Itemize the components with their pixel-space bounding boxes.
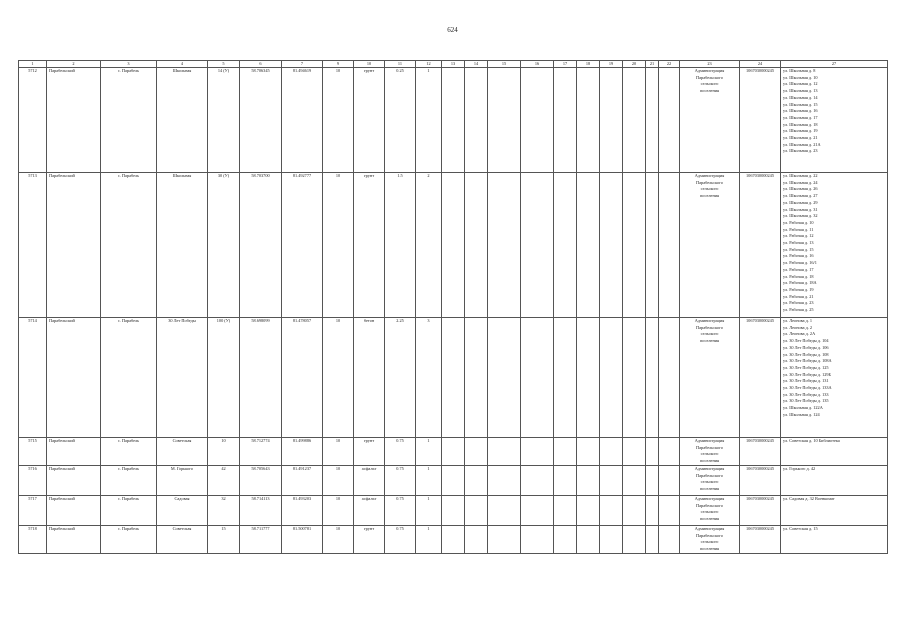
empty-cell bbox=[554, 465, 577, 495]
latitude-cell: 58.712774 bbox=[240, 438, 282, 466]
empty-cell bbox=[442, 465, 465, 495]
owner-line: Администрация bbox=[694, 438, 725, 443]
longitude-cell: 81.500781 bbox=[282, 525, 323, 553]
empty-cell bbox=[646, 68, 659, 173]
addresses-cell bbox=[781, 68, 888, 173]
district-cell: Парабельский bbox=[47, 465, 101, 495]
column-9-cell: 10 bbox=[323, 68, 354, 173]
empty-cell bbox=[488, 495, 521, 525]
address-line: ул. 30 Лет Победы д. 133 bbox=[783, 391, 829, 397]
empty-cell bbox=[623, 525, 646, 553]
addresses-cell bbox=[781, 525, 888, 553]
address-line: ул. Школьная д. 8 bbox=[783, 68, 816, 73]
address-line: ул. Рабочая д. 10 bbox=[783, 219, 814, 225]
address-line: ул. Рабочая д. 15 bbox=[783, 246, 814, 252]
address-line: ул. Рабочая д. 21 bbox=[783, 293, 814, 299]
empty-cell bbox=[600, 495, 623, 525]
address-line: ул. Школьная д. 21 bbox=[783, 135, 818, 141]
column-header: 14 bbox=[465, 61, 488, 68]
column-header: 23 bbox=[680, 61, 740, 68]
empty-cell bbox=[577, 318, 600, 438]
owner-line: поселения bbox=[699, 338, 720, 344]
empty-cell bbox=[488, 438, 521, 466]
column-number-row bbox=[19, 61, 888, 68]
empty-cell bbox=[577, 525, 600, 553]
address-line: ул. Школьная д. 21А bbox=[783, 141, 821, 147]
street-cell: Школьная bbox=[157, 68, 208, 173]
district-cell: Парабельский bbox=[47, 495, 101, 525]
address-line: ул. Школьная д. 27 bbox=[783, 193, 818, 199]
settlement-cell: с. Парабель bbox=[101, 173, 157, 318]
owner-line: поселения bbox=[699, 88, 720, 94]
column-9-cell: 10 bbox=[323, 318, 354, 438]
addresses-cell bbox=[781, 438, 888, 466]
address-line: ул. Рабочая д. 16/1 bbox=[783, 260, 817, 266]
column-header: 3 bbox=[101, 61, 157, 68]
district-cell: Парабельский bbox=[47, 68, 101, 173]
row-number-cell: 5716 bbox=[19, 465, 47, 495]
area-cell: 2.25 bbox=[385, 318, 416, 438]
empty-cell bbox=[646, 438, 659, 466]
owner-line: Парабельского bbox=[696, 444, 723, 450]
owner-line: сельского bbox=[700, 509, 719, 515]
surface-cell: бетон bbox=[354, 318, 385, 438]
addresses-cell bbox=[781, 173, 888, 318]
registry-table bbox=[18, 60, 888, 554]
address-line: ул. Леонова д. 2 bbox=[783, 324, 813, 330]
owner-cell bbox=[680, 525, 740, 553]
addresses-cell bbox=[781, 495, 888, 525]
address-line: ул. 30 Лет Победы д. 131 bbox=[783, 378, 829, 384]
address-line: ул. Рабочая д. 13 bbox=[783, 240, 814, 246]
address-line: ул. Школьная д. 22 bbox=[783, 173, 818, 178]
address-line: ул. Школьная д. 122А bbox=[783, 405, 823, 411]
address-line: ул. Рабочая д. 23 bbox=[783, 300, 814, 306]
owner-line: Администрация bbox=[694, 525, 725, 531]
empty-cell bbox=[577, 438, 600, 466]
column-header: 1 bbox=[19, 61, 47, 68]
longitude-cell: 81.492777 bbox=[282, 173, 323, 318]
owner-line: Парабельского bbox=[696, 472, 723, 478]
empty-cell bbox=[521, 465, 554, 495]
settlement-cell: с. Парабель bbox=[101, 68, 157, 173]
column-header: 15 bbox=[488, 61, 521, 68]
house-cell: 100 (У) bbox=[208, 318, 240, 438]
address-line: ул. Рабочая д. 18 bbox=[783, 273, 814, 279]
empty-cell bbox=[521, 495, 554, 525]
surface-cell: асфальт bbox=[354, 465, 385, 495]
empty-cell bbox=[554, 68, 577, 173]
address-line: ул. Рабочая д. 25 bbox=[783, 307, 814, 313]
column-header: 10 bbox=[354, 61, 385, 68]
empty-cell bbox=[465, 465, 488, 495]
column-header: 12 bbox=[416, 61, 442, 68]
address-line: ул. 30 Лет Победы д. 125 bbox=[783, 364, 829, 370]
address-line: ул. Советская д. 10 Библиотека bbox=[783, 438, 840, 443]
containers-cell: 1 bbox=[416, 525, 442, 553]
owner-line: Парабельского bbox=[696, 532, 723, 538]
district-cell: Парабельский bbox=[47, 525, 101, 553]
settlement-cell: с. Парабель bbox=[101, 465, 157, 495]
empty-cell bbox=[659, 438, 680, 466]
empty-cell bbox=[442, 68, 465, 173]
column-header: 24 bbox=[740, 61, 781, 68]
longitude-cell: 81.491237 bbox=[282, 465, 323, 495]
column-header: 21 bbox=[646, 61, 659, 68]
empty-cell bbox=[442, 318, 465, 438]
address-line: ул. Школьная д. 19 bbox=[783, 128, 818, 134]
containers-cell: 1 bbox=[416, 465, 442, 495]
empty-cell bbox=[465, 495, 488, 525]
empty-cell bbox=[577, 68, 600, 173]
column-header: 6 bbox=[240, 61, 282, 68]
settlement-cell: с. Парабель bbox=[101, 495, 157, 525]
address-line: ул. 30 Лет Победы д. 133А bbox=[783, 385, 832, 391]
owner-cell bbox=[680, 318, 740, 438]
address-line: ул. Школьная д. 124 bbox=[783, 411, 820, 417]
owner-line: поселения bbox=[699, 458, 720, 464]
address-line: ул. Школьная д. 15 bbox=[783, 101, 818, 107]
owner-line: сельского bbox=[700, 451, 719, 457]
address-line: ул. Советская д. 15 bbox=[783, 525, 818, 531]
latitude-cell: 58.714113 bbox=[240, 495, 282, 525]
table-row bbox=[19, 465, 888, 495]
table-row bbox=[19, 68, 888, 173]
area-cell: 0.25 bbox=[385, 68, 416, 173]
address-line: ул. Школьная д. 29 bbox=[783, 199, 818, 205]
owner-line: поселения bbox=[699, 515, 720, 521]
column-header: 11 bbox=[385, 61, 416, 68]
ogrn-cell: 1067030000245 bbox=[740, 68, 781, 173]
empty-cell bbox=[554, 318, 577, 438]
row-number-cell: 5713 bbox=[19, 173, 47, 318]
empty-cell bbox=[521, 318, 554, 438]
owner-line: сельского bbox=[700, 331, 719, 337]
empty-cell bbox=[600, 525, 623, 553]
column-header: 19 bbox=[600, 61, 623, 68]
address-line: ул. Рабочая д. 16 bbox=[783, 253, 814, 259]
addresses-cell bbox=[781, 318, 888, 438]
page-number: 624 bbox=[447, 26, 458, 34]
table-row bbox=[19, 173, 888, 318]
house-cell: 42 bbox=[208, 465, 240, 495]
column-header: 22 bbox=[659, 61, 680, 68]
ogrn-cell: 1067030000245 bbox=[740, 465, 781, 495]
address-line: ул. 30 Лет Победы д. 108 bbox=[783, 351, 829, 357]
column-header: 13 bbox=[442, 61, 465, 68]
empty-cell bbox=[659, 465, 680, 495]
empty-cell bbox=[600, 68, 623, 173]
addresses-cell bbox=[781, 465, 888, 495]
empty-cell bbox=[554, 495, 577, 525]
row-number-cell: 5715 bbox=[19, 438, 47, 466]
owner-line: Администрация bbox=[694, 68, 725, 73]
empty-cell bbox=[600, 438, 623, 466]
column-header: 16 bbox=[521, 61, 554, 68]
address-line: ул. Школьная д. 23 bbox=[783, 148, 818, 154]
row-number-cell: 5718 bbox=[19, 525, 47, 553]
street-cell: Советская bbox=[157, 525, 208, 553]
column-header: 5 bbox=[208, 61, 240, 68]
empty-cell bbox=[646, 495, 659, 525]
owner-cell bbox=[680, 438, 740, 466]
address-line: ул. 30 Лет Победы д. 104 bbox=[783, 338, 829, 344]
address-line: ул. Школьная д. 13 bbox=[783, 88, 818, 94]
area-cell: 0.75 bbox=[385, 438, 416, 466]
empty-cell bbox=[600, 465, 623, 495]
empty-cell bbox=[488, 173, 521, 318]
column-header: 4 bbox=[157, 61, 208, 68]
empty-cell bbox=[623, 465, 646, 495]
owner-line: Администрация bbox=[694, 495, 725, 501]
table-row bbox=[19, 318, 888, 438]
address-line: ул. Школьная д. 17 bbox=[783, 114, 818, 120]
address-line: ул. Школьная д. 32 bbox=[783, 213, 818, 219]
latitude-cell: 58.703700 bbox=[240, 173, 282, 318]
empty-cell bbox=[521, 438, 554, 466]
surface-cell: асфальт bbox=[354, 495, 385, 525]
owner-cell bbox=[680, 173, 740, 318]
empty-cell bbox=[577, 173, 600, 318]
column-header: 18 bbox=[577, 61, 600, 68]
empty-cell bbox=[442, 438, 465, 466]
owner-cell bbox=[680, 68, 740, 173]
surface-cell: грунт bbox=[354, 173, 385, 318]
address-line: ул. Школьная д. 18 bbox=[783, 121, 818, 127]
empty-cell bbox=[659, 495, 680, 525]
area-cell: 1.5 bbox=[385, 173, 416, 318]
owner-line: Администрация bbox=[694, 465, 725, 471]
column-header: 17 bbox=[554, 61, 577, 68]
address-line: ул. 30 Лет Победы д. 108А bbox=[783, 358, 832, 364]
table-row bbox=[19, 438, 888, 466]
column-header: 20 bbox=[623, 61, 646, 68]
empty-cell bbox=[465, 68, 488, 173]
owner-line: поселения bbox=[699, 193, 720, 199]
empty-cell bbox=[659, 173, 680, 318]
column-9-cell: 10 bbox=[323, 173, 354, 318]
column-header: 27 bbox=[781, 61, 888, 68]
empty-cell bbox=[646, 525, 659, 553]
row-number-cell: 5714 bbox=[19, 318, 47, 438]
column-9-cell: 10 bbox=[323, 438, 354, 466]
empty-cell bbox=[488, 68, 521, 173]
longitude-cell: 81.494619 bbox=[282, 68, 323, 173]
owner-line: поселения bbox=[699, 545, 720, 551]
empty-cell bbox=[623, 495, 646, 525]
empty-cell bbox=[554, 173, 577, 318]
empty-cell bbox=[646, 465, 659, 495]
longitude-cell: 81.499886 bbox=[282, 438, 323, 466]
settlement-cell: с. Парабель bbox=[101, 525, 157, 553]
area-cell: 0.75 bbox=[385, 495, 416, 525]
empty-cell bbox=[465, 438, 488, 466]
owner-line: сельского bbox=[700, 81, 719, 87]
longitude-cell: 81.493203 bbox=[282, 495, 323, 525]
house-cell: 32 bbox=[208, 495, 240, 525]
empty-cell bbox=[488, 465, 521, 495]
latitude-cell: 58.698099 bbox=[240, 318, 282, 438]
settlement-cell: с. Парабель bbox=[101, 318, 157, 438]
empty-cell bbox=[442, 173, 465, 318]
empty-cell bbox=[623, 68, 646, 173]
address-line: ул. 30 Лет Победы д. 129Б bbox=[783, 371, 831, 377]
owner-line: Парабельского bbox=[696, 324, 723, 330]
surface-cell: грунт bbox=[354, 525, 385, 553]
latitude-cell: 58.705643 bbox=[240, 465, 282, 495]
address-line: ул. Рабочая д. 19 bbox=[783, 286, 814, 292]
latitude-cell: 58.711777 bbox=[240, 525, 282, 553]
table-row bbox=[19, 495, 888, 525]
column-9-cell: 10 bbox=[323, 465, 354, 495]
address-line: ул. Садовая д. 32 Военкомат bbox=[783, 495, 835, 501]
empty-cell bbox=[465, 173, 488, 318]
column-9-cell: 10 bbox=[323, 525, 354, 553]
empty-cell bbox=[659, 68, 680, 173]
empty-cell bbox=[554, 438, 577, 466]
address-line: ул. Школьная д. 16 bbox=[783, 108, 818, 114]
table-row bbox=[19, 525, 888, 553]
empty-cell bbox=[488, 525, 521, 553]
longitude-cell: 81.478057 bbox=[282, 318, 323, 438]
owner-line: сельского bbox=[700, 539, 719, 545]
column-header: 2 bbox=[47, 61, 101, 68]
containers-cell: 3 bbox=[416, 318, 442, 438]
address-line: ул. Школьная д. 24 bbox=[783, 179, 818, 185]
owner-line: Администрация bbox=[694, 318, 725, 323]
surface-cell: грунт bbox=[354, 68, 385, 173]
empty-cell bbox=[521, 68, 554, 173]
row-number-cell: 5712 bbox=[19, 68, 47, 173]
empty-cell bbox=[488, 318, 521, 438]
empty-cell bbox=[554, 525, 577, 553]
street-cell: М. Горького bbox=[157, 465, 208, 495]
empty-cell bbox=[442, 525, 465, 553]
empty-cell bbox=[600, 173, 623, 318]
address-line: ул. Школьная д. 10 bbox=[783, 74, 818, 80]
empty-cell bbox=[600, 318, 623, 438]
address-line: ул. Леонова д. 2А bbox=[783, 331, 816, 337]
owner-line: сельского bbox=[700, 479, 719, 485]
district-cell: Парабельский bbox=[47, 173, 101, 318]
empty-cell bbox=[646, 173, 659, 318]
street-cell: Советская bbox=[157, 438, 208, 466]
address-line: ул. Рабочая д. 17 bbox=[783, 266, 814, 272]
empty-cell bbox=[442, 495, 465, 525]
empty-cell bbox=[623, 318, 646, 438]
empty-cell bbox=[623, 173, 646, 318]
row-number-cell: 5717 bbox=[19, 495, 47, 525]
ogrn-cell: 1067030000245 bbox=[740, 318, 781, 438]
owner-line: сельского bbox=[700, 186, 719, 192]
containers-cell: 1 bbox=[416, 495, 442, 525]
address-line: ул. 30 Лет Победы д. 106 bbox=[783, 344, 829, 350]
house-cell: 15 bbox=[208, 525, 240, 553]
owner-line: Парабельского bbox=[696, 74, 723, 80]
owner-line: поселения bbox=[699, 485, 720, 491]
address-line: ул. Горького д. 42 bbox=[783, 465, 816, 471]
empty-cell bbox=[659, 525, 680, 553]
empty-cell bbox=[577, 465, 600, 495]
empty-cell bbox=[465, 525, 488, 553]
column-header: 7 bbox=[282, 61, 323, 68]
ogrn-cell: 1067030000245 bbox=[740, 525, 781, 553]
owner-cell bbox=[680, 465, 740, 495]
empty-cell bbox=[521, 525, 554, 553]
column-header: 9 bbox=[323, 61, 354, 68]
ogrn-cell: 1067030000245 bbox=[740, 495, 781, 525]
empty-cell bbox=[521, 173, 554, 318]
area-cell: 0.75 bbox=[385, 525, 416, 553]
owner-cell bbox=[680, 495, 740, 525]
address-line: ул. Рабочая д. 18А bbox=[783, 280, 817, 286]
street-cell: 30 Лет Победы bbox=[157, 318, 208, 438]
house-cell: 14 (У) bbox=[208, 68, 240, 173]
street-cell: Садовая bbox=[157, 495, 208, 525]
house-cell: 10 bbox=[208, 438, 240, 466]
address-line: ул. 30 Лет Победы д. 135 bbox=[783, 398, 829, 404]
column-9-cell: 10 bbox=[323, 495, 354, 525]
owner-line: Парабельского bbox=[696, 502, 723, 508]
empty-cell bbox=[465, 318, 488, 438]
area-cell: 0.75 bbox=[385, 465, 416, 495]
address-line: ул. Школьная д. 26 bbox=[783, 186, 818, 192]
house-cell: 30 (У) bbox=[208, 173, 240, 318]
empty-cell bbox=[646, 318, 659, 438]
containers-cell: 1 bbox=[416, 438, 442, 466]
ogrn-cell: 1067030000245 bbox=[740, 438, 781, 466]
latitude-cell: 58.706345 bbox=[240, 68, 282, 173]
surface-cell: грунт bbox=[354, 438, 385, 466]
settlement-cell: с. Парабель bbox=[101, 438, 157, 466]
address-line: ул. Школьная д. 14 bbox=[783, 94, 818, 100]
containers-cell: 2 bbox=[416, 173, 442, 318]
address-line: ул. Рабочая д. 12 bbox=[783, 233, 814, 239]
empty-cell bbox=[577, 495, 600, 525]
street-cell: Школьная bbox=[157, 173, 208, 318]
address-line: ул. Леонова д. 1 bbox=[783, 318, 813, 323]
address-line: ул. Рабочая д. 11 bbox=[783, 226, 814, 232]
owner-line: Парабельского bbox=[696, 179, 723, 185]
address-line: ул. Школьная д. 31 bbox=[783, 206, 818, 212]
empty-cell bbox=[623, 438, 646, 466]
address-line: ул. Школьная д. 12 bbox=[783, 81, 818, 87]
ogrn-cell: 1067030000245 bbox=[740, 173, 781, 318]
owner-line: Администрация bbox=[694, 173, 725, 178]
district-cell: Парабельский bbox=[47, 318, 101, 438]
district-cell: Парабельский bbox=[47, 438, 101, 466]
containers-cell: 1 bbox=[416, 68, 442, 173]
empty-cell bbox=[659, 318, 680, 438]
